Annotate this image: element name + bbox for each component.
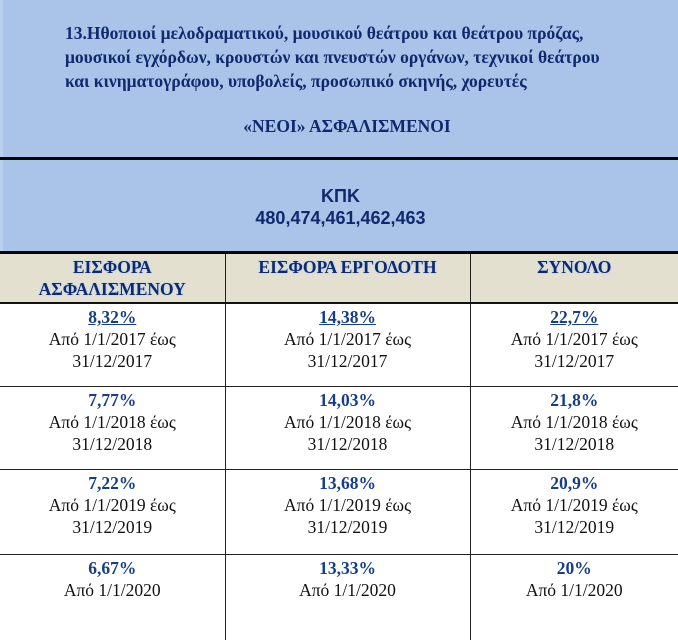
- rate-value: 7,22%: [88, 473, 137, 493]
- period-start: Από 1/1/2019 έως: [510, 495, 638, 515]
- table-cell: [470, 387, 678, 470]
- table-header-row: [0, 254, 678, 303]
- table-cell: [470, 303, 678, 387]
- kpk-band: [0, 160, 678, 251]
- table-row: [0, 555, 678, 640]
- table-cell: [0, 303, 225, 387]
- period-start: Από 1/1/2018 έως: [510, 412, 638, 432]
- period-end: 31/12/2017: [307, 351, 388, 371]
- kpk-label: ΚΠΚ: [321, 186, 360, 206]
- period-start: Από 1/1/2020: [525, 580, 623, 600]
- column-header-insured: ΕΙΣΦΟΡΑ ΑΣΦΑΛΙΣΜΕΝΟΥ: [0, 254, 225, 303]
- period-start: Από 1/1/2017 έως: [284, 329, 411, 349]
- period-end: 31/12/2018: [534, 434, 615, 454]
- rate-value: 7,77%: [88, 390, 137, 410]
- title-band: [0, 0, 678, 157]
- rate-value: 13,68%: [319, 473, 376, 493]
- period-end: 31/12/2019: [72, 517, 153, 537]
- period-end: 31/12/2017: [534, 351, 615, 371]
- contribution-rates-table: [0, 254, 678, 640]
- table-row: [0, 387, 678, 470]
- period-start: Από 1/1/2020: [63, 580, 161, 600]
- period-end: 31/12/2019: [534, 517, 615, 537]
- table-cell: [0, 470, 225, 555]
- table-cell: [470, 470, 678, 555]
- period-end: 31/12/2019: [307, 517, 388, 537]
- table-cell: [0, 555, 225, 640]
- table-cell: [225, 387, 470, 470]
- period-start: Από 1/1/2017 έως: [510, 329, 638, 349]
- category-title: 13.Ηθοποιοί μελοδραματικού, μουσικού θεάτρου και θεάτρου πρόζας, μουσικοί εγχόρδων, κρουστών και πνευστών οργάνων, τεχνικοί θεάτρου και κινηματογράφου, υποβολείς, προσωπικό σκηνής, χορευτές: [65, 23, 600, 91]
- period-end: 31/12/2018: [307, 434, 388, 454]
- period-end: 31/12/2018: [72, 434, 153, 454]
- table-cell: [0, 387, 225, 470]
- rate-link[interactable]: 22,7%: [550, 307, 599, 327]
- period-start: Από 1/1/2019 έως: [284, 495, 411, 515]
- table-cell: [225, 470, 470, 555]
- rate-value: 14,03%: [319, 390, 376, 410]
- table-row: [0, 470, 678, 555]
- table-row: [0, 303, 678, 387]
- table-cell: [225, 303, 470, 387]
- rate-value: 13,33%: [319, 558, 376, 578]
- table-cell: [470, 555, 678, 640]
- period-start: Από 1/1/2020: [299, 580, 396, 600]
- period-start: Από 1/1/2018 έως: [48, 412, 176, 432]
- rate-link[interactable]: 14,38%: [319, 307, 376, 327]
- rate-value: 6,67%: [88, 558, 137, 578]
- rate-value: 20%: [556, 558, 592, 578]
- period-end: 31/12/2017: [72, 351, 153, 371]
- column-header-employer: ΕΙΣΦΟΡΑ ΕΡΓΟΔΟΤΗ: [225, 254, 470, 303]
- period-start: Από 1/1/2018 έως: [284, 412, 411, 432]
- rate-value: 20,9%: [550, 473, 599, 493]
- table-cell: [225, 555, 470, 640]
- rate-link[interactable]: 8,32%: [88, 307, 137, 327]
- category-subtitle: «ΝΕΟΙ» ΑΣΦΑΛΙΣΜΕΝΟΙ: [243, 116, 451, 136]
- kpk-codes: 480,474,461,462,463: [255, 208, 426, 228]
- rate-value: 21,8%: [550, 390, 599, 410]
- period-start: Από 1/1/2017 έως: [48, 329, 176, 349]
- period-start: Από 1/1/2019 έως: [48, 495, 176, 515]
- column-header-total: ΣΥΝΟΛΟ: [470, 254, 678, 303]
